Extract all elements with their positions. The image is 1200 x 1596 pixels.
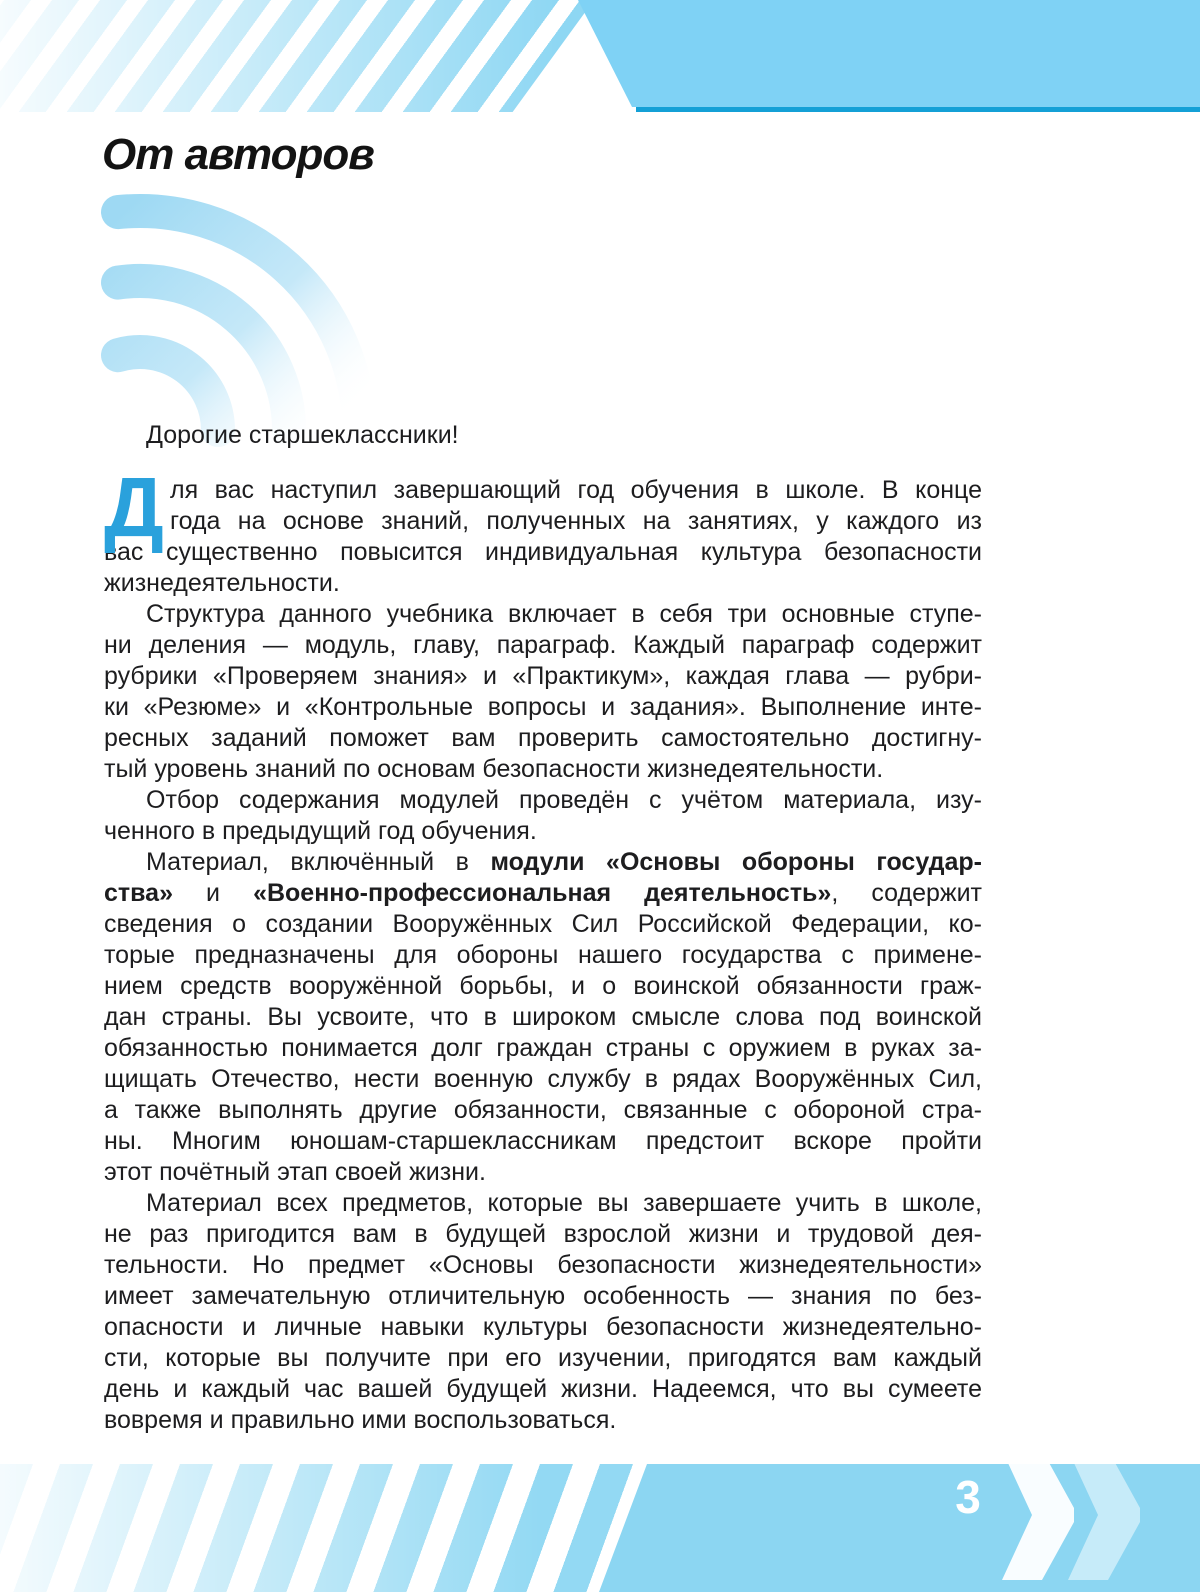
text-line — [104, 1033, 982, 1064]
text-line — [104, 971, 982, 1002]
text-segment: ни деления — модуль, главу, параграф. Каждый параграф содержит — [104, 631, 982, 659]
double-chevron-right-icon — [1002, 1448, 1152, 1582]
banner-underline — [636, 107, 1200, 112]
chevron-right-icon — [1002, 1450, 1074, 1580]
text-segment: ресных заданий поможет вам проверить самостоятельно достигну- — [104, 724, 982, 752]
text-segment: этот почётный этап своей жизни. — [104, 1158, 486, 1186]
arc-inner — [118, 352, 218, 430]
text-segment: день и каждый час вашей будущей жизни. Надеемся, что вы сумеете — [104, 1375, 982, 1403]
text-line — [104, 940, 982, 971]
text-line — [104, 1312, 982, 1343]
text-line — [104, 847, 982, 878]
text-segment: вовремя и правильно ими воспользоваться. — [104, 1406, 617, 1434]
text-line — [104, 692, 982, 723]
text-line — [104, 537, 982, 568]
text-segment: «Военно-профессиональная деятельность» — [253, 879, 832, 907]
text-segment: а также выполнять другие обязанности, связанные с обороной стра- — [104, 1096, 982, 1124]
text-line — [104, 1002, 982, 1033]
text-segment: Отбор содержания модулей проведён с учётом материала, изу- — [146, 786, 982, 814]
stripes-fade-overlay — [0, 0, 560, 112]
text-segment: Материал, включённый в — [146, 848, 491, 876]
paragraph — [104, 785, 982, 847]
text-line — [104, 1126, 982, 1157]
text-segment: тый уровень знаний по основам безопасности жизнедеятельности. — [104, 755, 884, 783]
text-line — [104, 661, 982, 692]
text-line — [104, 630, 982, 661]
drop-cap: Д — [104, 460, 164, 554]
paragraph — [104, 847, 982, 1188]
text-segment: , содержит — [831, 879, 983, 907]
text-line — [104, 878, 982, 909]
text-segment: торые предназначены для обороны нашего государства с примене- — [104, 941, 982, 969]
text-segment: сти, которые вы получите при его изучении, пригодятся вам каждый — [104, 1344, 982, 1372]
text-line — [104, 1219, 982, 1250]
text-line — [104, 475, 982, 506]
text-segment: дан страны. Вы усвоите, что в широком смысле слова под воинской — [104, 1003, 982, 1031]
text-line — [104, 1405, 982, 1436]
text-segment: ства» — [104, 879, 173, 907]
text-line — [104, 723, 982, 754]
text-segment: рубрики «Проверяем знания» и «Практикум», каждая глава — рубри- — [104, 662, 982, 690]
text-segment: модули «Основы обороны государ- — [490, 848, 982, 876]
text-segment: вас существенно повысится индивидуальная культура безопасности — [104, 538, 982, 566]
text-line — [104, 1095, 982, 1126]
text-line — [104, 1343, 982, 1374]
top-stripes-decoration — [0, 0, 1200, 130]
text-line — [104, 1064, 982, 1095]
page-number: 3 — [955, 1471, 981, 1523]
text-line — [104, 1281, 982, 1312]
text-line — [104, 909, 982, 940]
page-title: От авторов — [102, 130, 374, 179]
footer — [0, 1464, 1200, 1592]
text-segment: не раз пригодится вам в будущей взрослой жизни и трудовой дея- — [104, 1220, 982, 1248]
chevron-right-icon — [1068, 1450, 1140, 1580]
text-line — [104, 816, 982, 847]
text-segment: ченного в предыдущий год обучения. — [104, 817, 537, 845]
text-line — [104, 785, 982, 816]
salutation-line: Дорогие старшеклассники! — [146, 421, 459, 449]
text-line — [104, 1188, 982, 1219]
text-segment: ны. Многим юношам-старшеклассникам предстоит вскоре пройти — [104, 1127, 982, 1155]
text-segment: опасности и личные навыки культуры безопасности жизнедеятельно- — [104, 1313, 982, 1341]
text-segment: ки «Резюме» и «Контрольные вопросы и задания». Выполнение инте- — [104, 693, 982, 721]
body-text — [104, 420, 982, 1436]
text-segment: Материал всех предметов, которые вы завершаете учить в школе, — [146, 1189, 982, 1217]
text-line — [104, 754, 982, 785]
text-line — [104, 568, 982, 599]
text-segment: обязанностью понимается долг граждан страны с оружием в руках за- — [104, 1034, 982, 1062]
paragraph — [104, 1188, 982, 1436]
text-segment: тельности. Но предмет «Основы безопасности жизнедеятельности» — [104, 1251, 982, 1279]
text-segment: нием средств вооружённой борьбы, и о воинской обязанности граж- — [104, 972, 982, 1000]
text-segment: ля вас наступил завершающий год обучения в школе. В конце — [170, 476, 982, 504]
paragraph — [104, 460, 982, 599]
text-segment: и — [173, 879, 254, 907]
paragraph — [104, 599, 982, 785]
text-line — [104, 1250, 982, 1281]
text-line — [104, 1374, 982, 1405]
text-segment: жизнедеятельности. — [104, 569, 340, 597]
text-line — [104, 1157, 982, 1188]
text-segment: года на основе знаний, полученных на занятиях, у каждого из — [170, 507, 982, 535]
text-segment: Структура данного учебника включает в себя три основные ступе- — [146, 600, 982, 628]
paragraphs — [104, 460, 983, 1436]
footer-stripes-fade-overlay — [0, 1464, 540, 1592]
text-segment: имеет замечательную отличительную особенность — знания по без- — [104, 1282, 982, 1310]
text-segment: сведения о создании Вооружённых Сил Российской Федерации, ко- — [104, 910, 982, 938]
text-segment: щищать Отечество, нести военную службу в рядах Вооружённых Сил, — [104, 1065, 982, 1093]
text-line — [104, 599, 982, 630]
text-line — [104, 506, 982, 537]
